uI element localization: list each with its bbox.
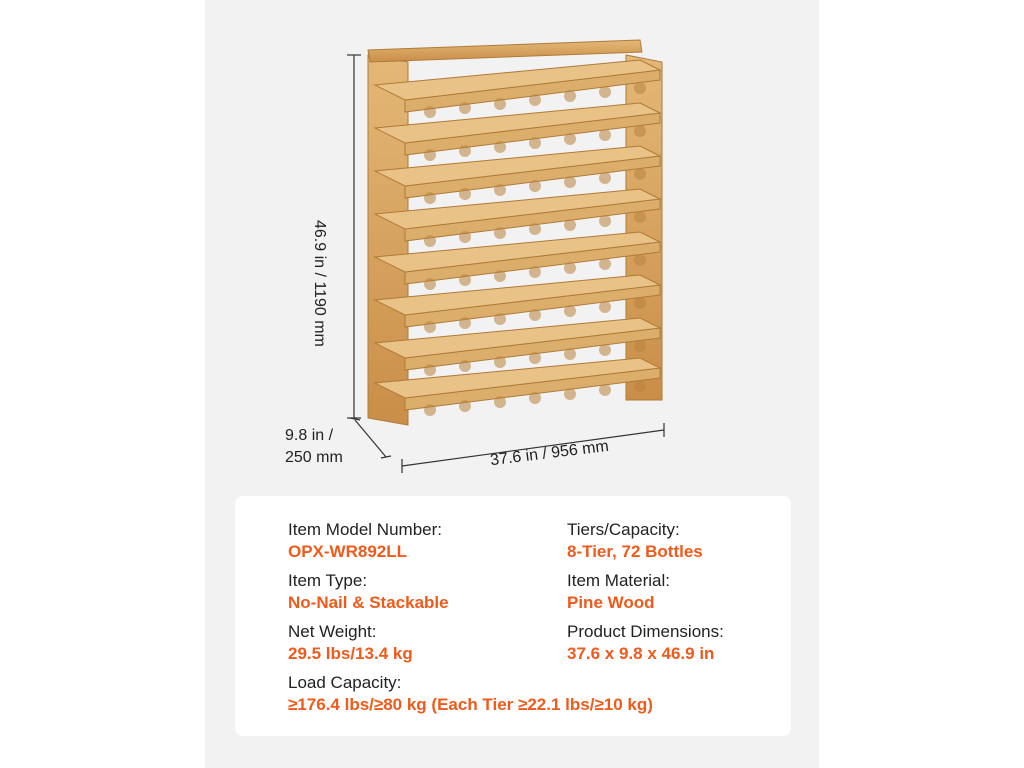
spec-load [288, 672, 653, 716]
spec-label: Tiers/Capacity: [567, 520, 680, 539]
spec-tiers [567, 519, 703, 563]
spec-label: Item Material: [567, 571, 670, 590]
spec-label: Product Dimensions: [567, 622, 724, 641]
spec-value: Pine Wood [567, 593, 655, 612]
spec-label: Item Model Number: [288, 520, 442, 539]
spec-label: Net Weight: [288, 622, 377, 641]
spec-value: 37.6 x 9.8 x 46.9 in [567, 644, 715, 663]
depth-dimension [285, 425, 355, 469]
spec-value: ≥176.4 lbs/≥80 kg (Each Tier ≥22.1 lbs/≥10 kg) [288, 695, 653, 714]
spec-dimensions [567, 621, 724, 665]
spec-label: Load Capacity: [288, 673, 402, 692]
rack-shelves [375, 60, 660, 410]
spec-weight [288, 621, 413, 665]
spec-value: No-Nail & Stackable [288, 593, 449, 612]
height-label: 46.9 in / 1190 mm [311, 220, 328, 347]
width-label: 37.6 in / 956 mm [489, 437, 610, 470]
spec-value: 29.5 lbs/13.4 kg [288, 644, 413, 663]
spec-value: OPX-WR892LL [288, 542, 408, 561]
spec-label: Item Type: [288, 571, 368, 590]
depth-label-line2: 250 mm [285, 449, 343, 466]
spec-value: 8-Tier, 72 Bottles [567, 542, 703, 561]
spec-type [288, 570, 449, 614]
depth-label-line1: 9.8 in / [285, 427, 334, 444]
spec-material [567, 570, 670, 614]
spec-model [288, 519, 442, 563]
